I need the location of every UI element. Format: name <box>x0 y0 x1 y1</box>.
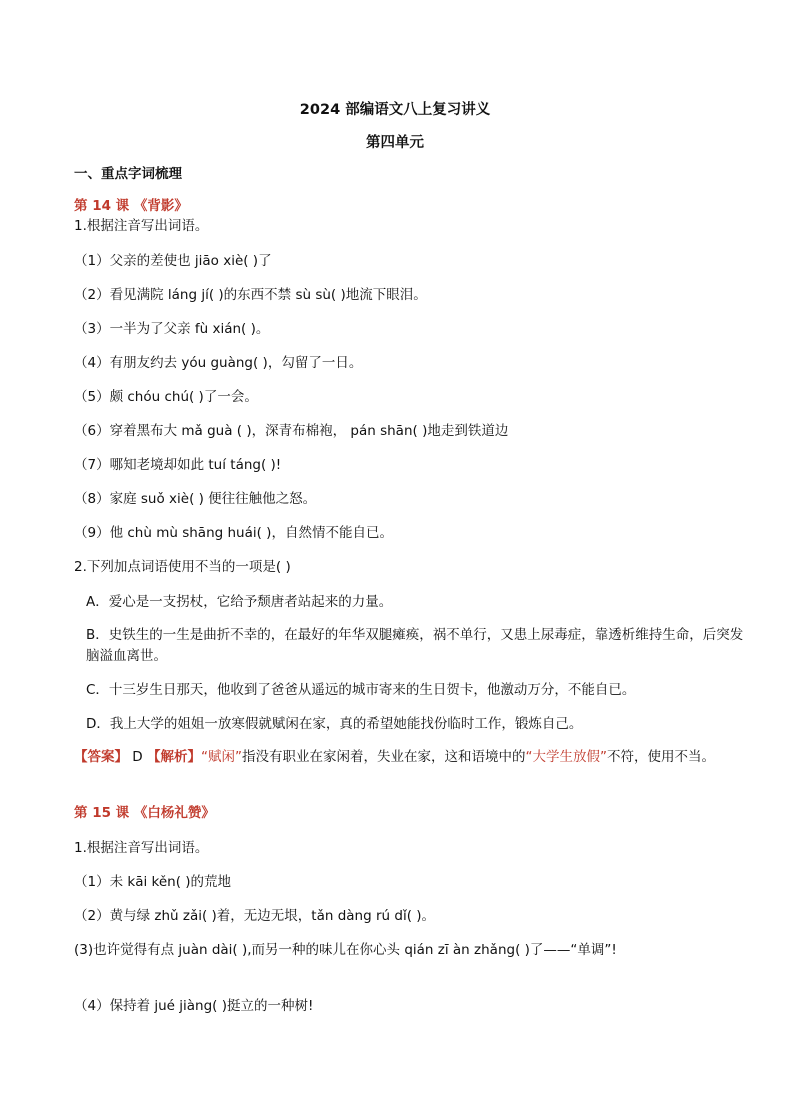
lesson-15-heading: 第 15 课 《白杨礼赞》 <box>74 805 215 821</box>
list-item: (3)也许觉得有点 juàn dài( ),而另一种的味儿在你心头 qián zī àn zhǎng( )了——“单调”! <box>74 942 617 958</box>
list-item: （5）颇 chóu chú( )了一会。 <box>74 389 258 405</box>
unit-title: 第四单元 <box>366 135 424 151</box>
question-1-title: 1.根据注音写出词语。 <box>74 218 209 234</box>
analysis-text-2: 不符，使用不当。 <box>606 749 715 765</box>
answer-label: 【答案】 <box>74 749 128 765</box>
list-item: （1）未 kāi kěn( )的荒地 <box>74 874 232 890</box>
option-c: C．十三岁生日那天，他收到了爸爸从遥远的城市寄来的生日贺卡，他激动万分，不能自已。 <box>86 682 636 698</box>
list-item: （8）家庭 suǒ xiè( ) 便往往触他之怒。 <box>74 491 317 507</box>
answer-block <box>74 747 734 768</box>
list-item: （1）父亲的差使也 jiāo xiè( )了 <box>74 253 272 269</box>
list-item: （2）看见满院 láng jí( )的东西不禁 sù sù( )地流下眼泪。 <box>74 287 427 303</box>
analysis-quote-1: “赋闲” <box>200 749 242 765</box>
list-item: （4）有朋友约去 yóu guàng( )，勾留了一日。 <box>74 355 363 371</box>
document-title: 2024 部编语文八上复习讲义 <box>299 102 491 118</box>
option-a: A．爱心是一支拐杖，它给予颓唐者站起来的力量。 <box>86 594 393 610</box>
answer-letter: D <box>128 749 147 765</box>
lesson-14-heading: 第 14 课 《背影》 <box>74 198 188 214</box>
list-item: （9）他 chù mù shāng huái( )，自然情不能自已。 <box>74 525 393 541</box>
list-item: （7）哪知老境却如此 tuí táng( )! <box>74 457 282 473</box>
analysis-quote-2: “大学生放假” <box>525 749 607 765</box>
option-b: B．史铁生的一生是曲折不幸的，在最好的年华双腿瘫痪，祸不单行，又患上尿毒症，靠透析维持生命，后突发脑溢血离世。 <box>86 627 744 664</box>
list-item: （6）穿着黑布大 mǎ guà ( )，深青布棉袍， pán shān( )地走到铁道边 <box>74 423 509 439</box>
analysis-text-1: 指没有职业在家闲着，失业在家，这和语境中的 <box>241 749 526 765</box>
question-2-title: 2.下列加点词语使用不当的一项是( ) <box>74 559 291 575</box>
list-item: （3）一半为了父亲 fù xián( )。 <box>74 321 270 337</box>
analysis-label: 【解析】 <box>146 749 201 765</box>
section-heading: 一、重点字词梳理 <box>74 166 182 182</box>
list-item: （2）黄与绿 zhǔ zǎi( )着，无边无垠，tǎn dàng rú dǐ( )。 <box>74 908 436 924</box>
option-d: D．我上大学的姐姐一放寒假就赋闲在家，真的希望她能找份临时工作，锻炼自己。 <box>86 716 583 732</box>
question-1-title: 1.根据注音写出词语。 <box>74 840 209 856</box>
list-item: （4）保持着 jué jiàng( )挺立的一种树! <box>74 998 314 1014</box>
